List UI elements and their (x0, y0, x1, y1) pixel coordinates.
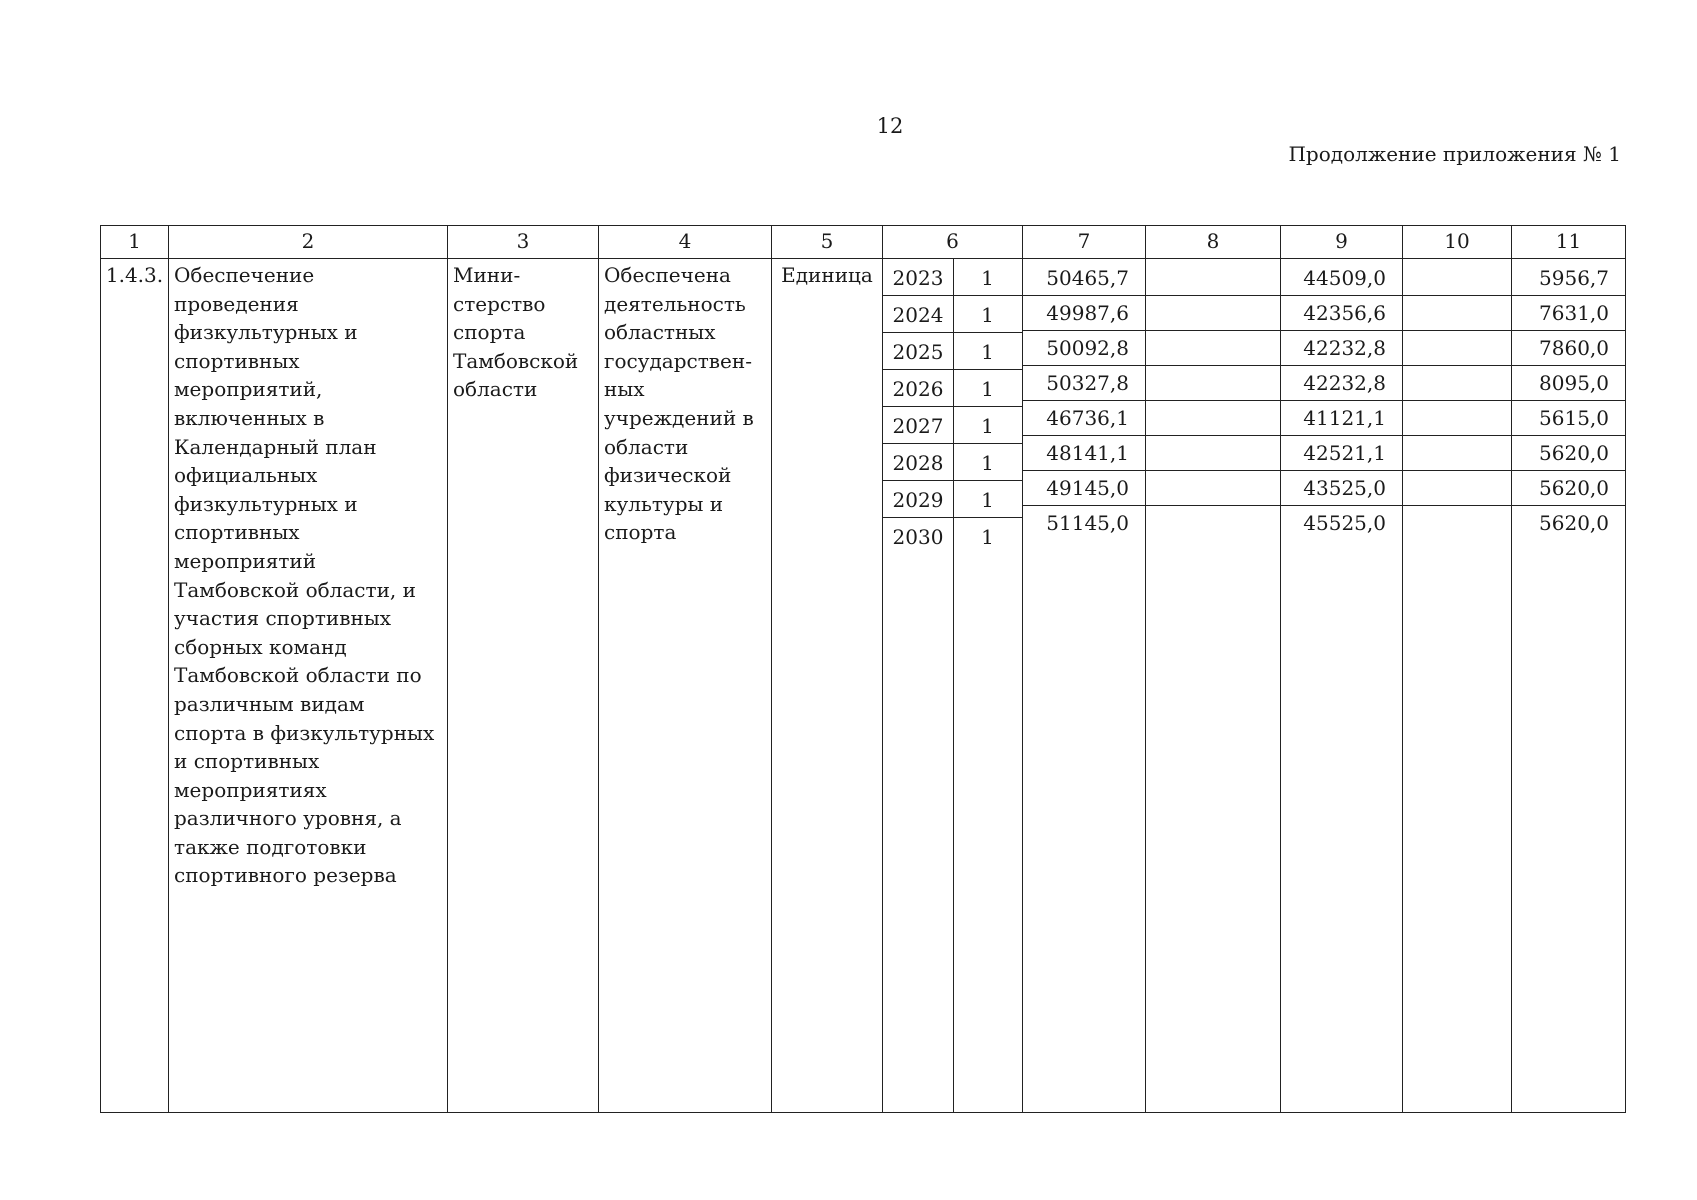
indicator-value: 1 (953, 407, 1022, 444)
empty-value (1403, 401, 1511, 436)
year-label: 2028 (883, 444, 953, 481)
total-amount: 48141,1 (1023, 436, 1145, 471)
regional-amount: 43525,0 (1281, 471, 1402, 506)
other-amount: 5620,0 (1512, 471, 1625, 506)
activity-description: Обеспечение проведения физкультурных и спортивных мероприятий, включенных в Календарный план официальных физкультурных и спортивных мероприятий Тамбовской области, и участия спортивных сборных команд Тамбовской области по различным видам спорта в физкультурных и спортивных мероприятиях различного уровня, а также подготовки спортивного резерва (169, 259, 448, 1113)
year-label: 2023 (883, 259, 953, 296)
total-cell (1023, 259, 1146, 1113)
regional-amount: 44509,0 (1281, 261, 1402, 296)
executor: Мини-стерство спорта Тамбовской области (448, 259, 599, 1113)
empty-value (1146, 401, 1280, 436)
total-amount: 50327,8 (1023, 366, 1145, 401)
empty-value (1403, 331, 1511, 366)
empty-value (1403, 436, 1511, 471)
total-amount: 49987,6 (1023, 296, 1145, 331)
year-label: 2024 (883, 296, 953, 333)
regional-amount: 42521,1 (1281, 436, 1402, 471)
regional-amount: 42232,8 (1281, 331, 1402, 366)
unit: Единица (772, 259, 883, 1113)
empty-value (1403, 506, 1511, 540)
header-cell: 6 (883, 226, 1023, 259)
expected-result: Обеспечена деятельность областных государствен-ных учреждений в области физической культуры и спорта (599, 259, 772, 1113)
col9-cell (1281, 259, 1403, 1113)
total-amount: 46736,1 (1023, 401, 1145, 436)
empty-value (1146, 471, 1280, 506)
empty-value (1146, 261, 1280, 296)
empty-value (1146, 366, 1280, 401)
other-amount: 5620,0 (1512, 436, 1625, 471)
year-label: 2027 (883, 407, 953, 444)
col8-cell (1146, 259, 1281, 1113)
total-amount: 51145,0 (1046, 511, 1129, 535)
header-cell: 11 (1512, 226, 1626, 259)
total-amount: 50465,7 (1023, 261, 1145, 296)
indicator-value: 1 (953, 370, 1022, 407)
regional-amount: 42356,6 (1281, 296, 1402, 331)
indicator-value: 1 (953, 333, 1022, 370)
indicator-value: 1 (953, 481, 1022, 518)
empty-value (1403, 296, 1511, 331)
other-amount: 5615,0 (1512, 401, 1625, 436)
year-label: 2030 (892, 525, 944, 549)
col10-cell (1403, 259, 1512, 1113)
indicator-value: 1 (981, 525, 994, 549)
appendix-note: Продолжение приложения № 1 (1288, 142, 1621, 166)
header-cell: 5 (772, 226, 883, 259)
regional-amount: 45525,0 (1303, 511, 1386, 535)
empty-value (1403, 366, 1511, 401)
program-table (100, 225, 1626, 1113)
header-cell: 4 (599, 226, 772, 259)
empty-value (1403, 261, 1511, 296)
regional-amount: 41121,1 (1281, 401, 1402, 436)
header-cell: 7 (1023, 226, 1146, 259)
header-cell: 10 (1403, 226, 1512, 259)
indicator-value: 1 (953, 259, 1022, 296)
page-number: 12 (876, 114, 904, 138)
empty-value (1146, 296, 1280, 331)
indicator-value: 1 (953, 296, 1022, 333)
year-label: 2029 (883, 481, 953, 518)
table-row (101, 259, 1626, 1113)
header-cell: 8 (1146, 226, 1281, 259)
empty-value (1403, 471, 1511, 506)
empty-value (1146, 506, 1280, 540)
indicator-value: 1 (953, 444, 1022, 481)
other-amount: 5956,7 (1512, 261, 1625, 296)
header-row (101, 226, 1626, 259)
col11-cell (1512, 259, 1626, 1113)
other-amount: 7860,0 (1512, 331, 1625, 366)
other-amount: 7631,0 (1512, 296, 1625, 331)
header-cell: 3 (448, 226, 599, 259)
year-label: 2025 (883, 333, 953, 370)
total-amount: 49145,0 (1023, 471, 1145, 506)
other-amount: 8095,0 (1512, 366, 1625, 401)
year-label: 2026 (883, 370, 953, 407)
empty-value (1146, 436, 1280, 471)
header-cell: 9 (1281, 226, 1403, 259)
header-cell: 2 (169, 226, 448, 259)
row-code: 1.4.3. (101, 259, 169, 1113)
empty-value (1146, 331, 1280, 366)
total-amount: 50092,8 (1023, 331, 1145, 366)
regional-amount: 42232,8 (1281, 366, 1402, 401)
year-indicator-cell (883, 259, 1023, 1113)
header-cell: 1 (101, 226, 169, 259)
other-amount: 5620,0 (1539, 511, 1609, 535)
